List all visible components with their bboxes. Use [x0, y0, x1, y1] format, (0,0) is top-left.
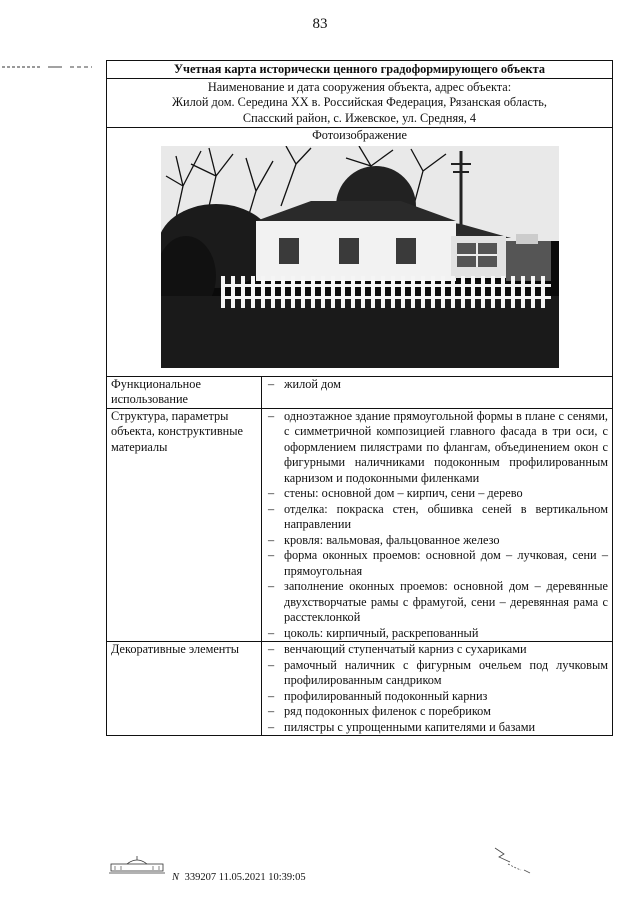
row-functional-use: [107, 376, 613, 408]
doc-mark: N: [172, 872, 180, 883]
row-content: [262, 408, 613, 642]
list-item: – жилой дом: [266, 377, 608, 393]
heritage-record-card: [106, 60, 613, 736]
row-label: Структура, параметры объекта, конструктивные материалы: [107, 408, 262, 642]
photo-caption: Фотоизображение: [312, 128, 407, 142]
list-item: – профилированный подоконный карниз: [266, 689, 608, 705]
doc-id: 339207: [184, 872, 217, 883]
photo-section: [107, 128, 613, 377]
object-info-line: Жилой дом. Середина XX в. Российская Федерация, Рязанская область,: [172, 95, 547, 109]
document-stamp: [172, 872, 306, 883]
list-item: – ряд подоконных филенок с поребриком: [266, 704, 608, 720]
list-item: – венчающий ступенчатый карниз с сухариками: [266, 642, 608, 658]
list-item: – форма оконных проемов: основной дом – лучковая, сени – прямоугольная: [266, 548, 608, 579]
object-info-line: Наименование и дата сооружения объекта, адрес объекта:: [207, 79, 512, 94]
doc-datetime: 11.05.2021 10:39:05: [218, 872, 306, 883]
row-label: Декоративные элементы: [107, 642, 262, 736]
government-logo-icon: [107, 855, 167, 875]
row-decorative: [107, 642, 613, 736]
card-title: Учетная карта исторически ценного градоформирующего объекта: [107, 61, 613, 79]
list-item: – одноэтажное здание прямоугольной формы в плане с сенями, с симметричной композицией главного фасада в три оси, с оформлением пилястрами по флангам, объединением окон с фигурными наличниками подоконным профилированным карнизом и подоконными филенками: [266, 409, 608, 487]
row-content: [262, 376, 613, 408]
row-content: [262, 642, 613, 736]
list-item: – стены: основной дом – кирпич, сени – дерево: [266, 486, 608, 502]
list-item: – отделка: покраска стен, обшивка сеней в вертикальном направлении: [266, 502, 608, 533]
handwritten-mark-icon: [490, 840, 540, 875]
object-info: [107, 78, 613, 128]
page-number: 83: [312, 16, 328, 32]
row-structure: [107, 408, 613, 642]
object-info-line: Спасский район, с. Ижевское, ул. Средняя, 4: [242, 110, 477, 125]
house-photo: [161, 146, 559, 368]
row-label: Функциональное использование: [107, 376, 262, 408]
list-item: – пилястры с упрощенными капителями и базами: [266, 720, 608, 736]
list-item: – заполнение оконных проемов: основной дом – деревянные двухстворчатые рамы с фрамугой, сени – деревянная рама с расстеклонкой: [266, 579, 608, 626]
scan-artifact: [0, 64, 95, 70]
list-item: – цоколь: кирпичный, раскрепованный: [266, 626, 608, 642]
list-item: – рамочный наличник с фигурным очельем под лучковым профилированным сандриком: [266, 658, 608, 689]
list-item: – кровля: вальмовая, фальцованное железо: [266, 533, 608, 549]
